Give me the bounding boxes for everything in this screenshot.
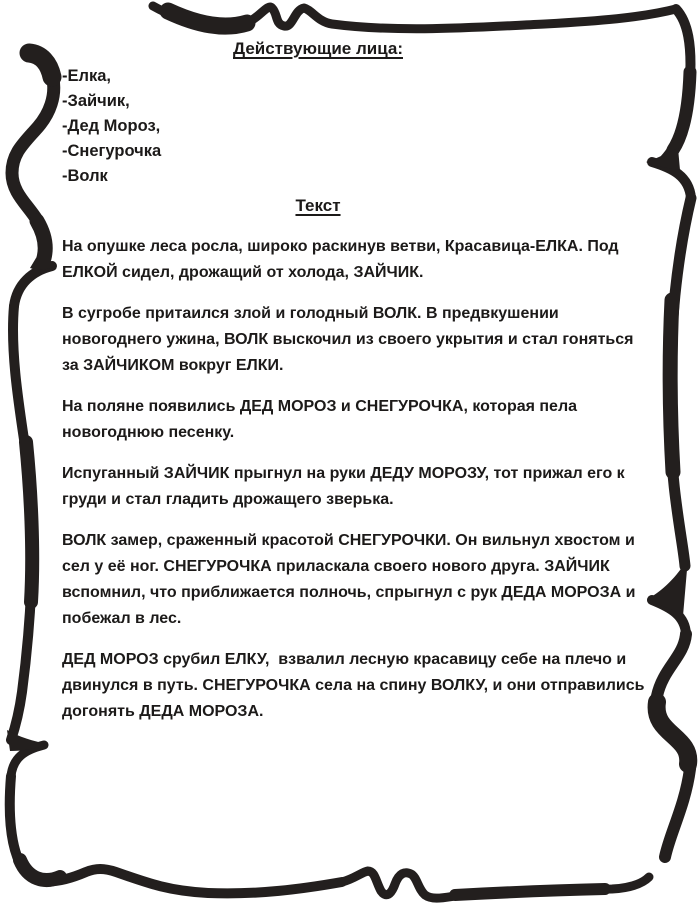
cast-item: -Волк [62, 167, 108, 185]
story-paragraph: ДЕД МОРОЗ срубил ЕЛКУ, взвалил лесную красавицу себе на плечо и двинулся в путь. СНЕГУРОЧКА села на спину ВОЛКУ, и они отправились догонять ДЕДА МОРОЗА. [62, 651, 649, 720]
cast-heading-row [62, 38, 574, 60]
cast-list [62, 64, 648, 189]
cast-item: -Елка, [62, 67, 112, 85]
cast-item: -Снегурочка [62, 142, 162, 160]
text-heading-row [62, 195, 574, 217]
text-heading: Текст [295, 196, 341, 215]
cast-item: -Дед Мороз, [62, 117, 161, 135]
story-paragraph: Испуганный ЗАЙЧИК прыгнул на руки ДЕДУ МОРОЗУ, тот прижал его к груди и стал гладить дрожащего зверька. [62, 465, 630, 508]
cast-item: -Зайчик, [62, 92, 130, 110]
story-paragraph: На поляне появились ДЕД МОРОЗ и СНЕГУРОЧКА, которая пела новогоднюю песенку. [62, 398, 582, 441]
cast-heading: Действующие лица: [233, 39, 403, 58]
script-content [62, 38, 648, 740]
story-paragraphs [62, 234, 648, 725]
story-paragraph: ВОЛК замер, сраженный красотой СНЕГУРОЧКИ. Он вильнул хвостом и сел у её ног. СНЕГУРОЧКА приласкала своего нового друга. ЗАЙЧИК вспомнил, что приближается полночь, спрыгнул с рук ДЕДА МОРОЗА и побежал в лес. [62, 532, 640, 627]
story-paragraph: На опушке леса росла, широко раскинув ветви, Красавица-ЕЛКА. Под ЕЛКОЙ сидел, дрожащий от холода, ЗАЙЧИК. [62, 238, 624, 281]
story-paragraph: В сугробе притаился злой и голодный ВОЛК. В предвкушении новогоднего ужина, ВОЛК выскочил из своего укрытия и стал гоняться за ЗАЙЧИКОМ вокруг ЕЛКИ. [62, 305, 638, 374]
